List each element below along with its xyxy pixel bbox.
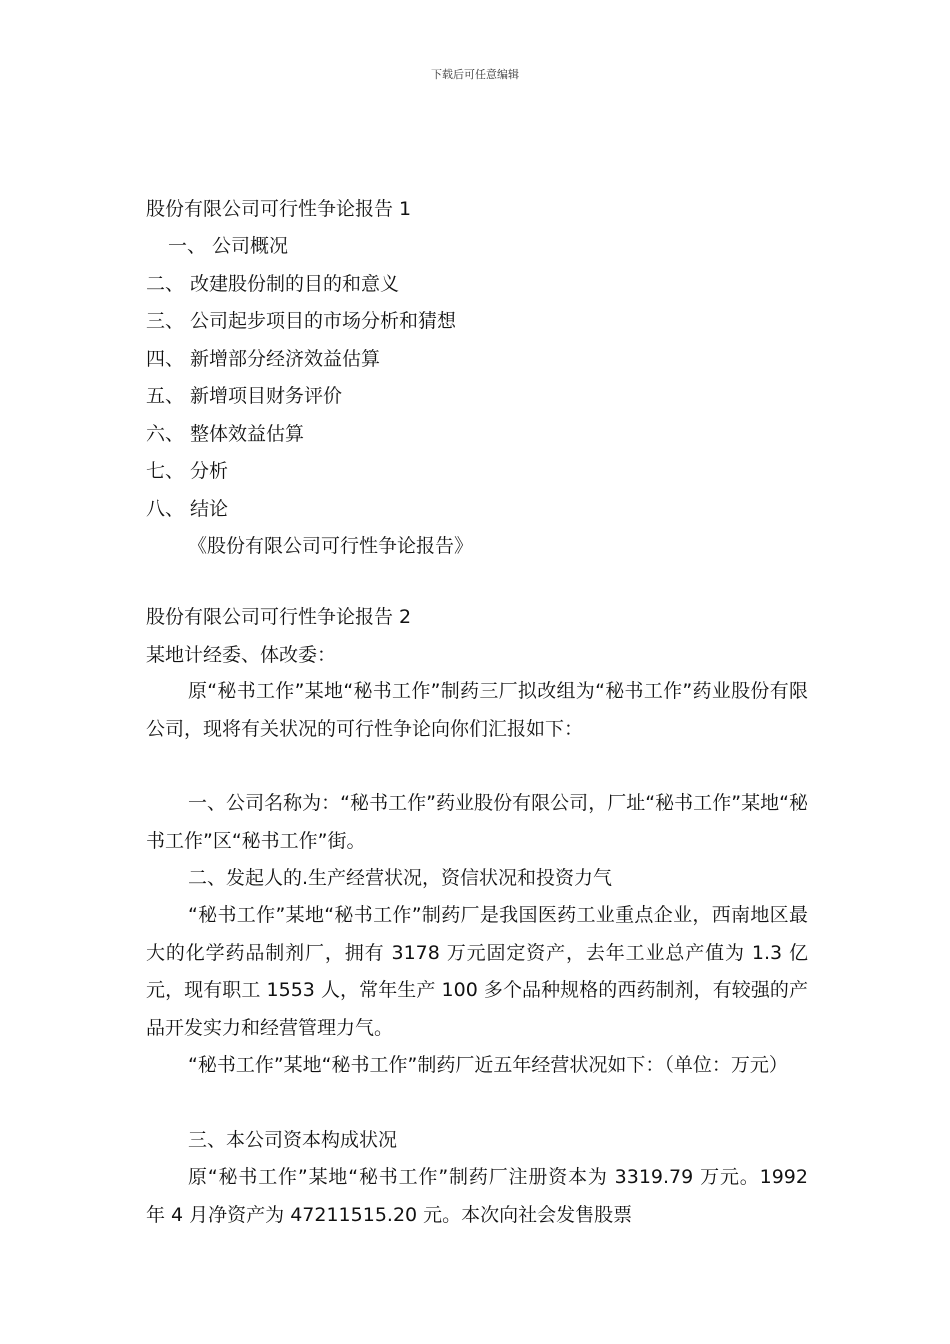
report1-title: 股份有限公司可行性争论报告 1 (146, 198, 412, 220)
paragraph-sponsor-overview: “秘书工作”某地“秘书工作”制药厂是我国医药工业重点企业，西南地区最大的化学药品制剂厂，拥有 3178 万元固定资产，去年工业总产值为 1.3 亿元，现有职工 1553 人，常年生产 100 多个品种规格的西药制剂，有较强的产品开发实力和经营管理力气。 (146, 904, 808, 1039)
section-heading-sponsor: 二、发起人的.生产经营状况，资信状况和投资力气 (188, 867, 613, 889)
toc-item-8: 八、 结论 (146, 498, 229, 520)
section-heading-capital: 三、本公司资本构成状况 (188, 1129, 398, 1151)
toc-item-6: 六、 整体效益估算 (146, 423, 305, 445)
paragraph-intro: 原“秘书工作”某地“秘书工作”制药三厂拟改组为“秘书工作”药业股份有限公司，现将有关状况的可行性争论向你们汇报如下： (146, 680, 808, 740)
toc-item-2: 二、 改建股份制的目的和意义 (146, 273, 400, 295)
paragraph-five-year-status: “秘书工作”某地“秘书工作”制药厂近五年经营状况如下：（单位：万元） (188, 1054, 788, 1076)
report2-salutation: 某地计经委、体改委： (146, 644, 337, 666)
toc-item-5: 五、 新增项目财务评价 (146, 385, 343, 407)
toc-item-4: 四、 新增部分经济效益估算 (146, 348, 381, 370)
paragraph-capital: 原“秘书工作”某地“秘书工作”制药厂注册资本为 3319.79 万元。1992 年 4 月净资产为 47211515.20 元。本次向社会发售股票 (146, 1166, 808, 1226)
toc-item-7: 七、 分析 (146, 460, 229, 482)
report1-footer-title: 《股份有限公司可行性争论报告》 (188, 535, 474, 557)
toc-item-1: 一、 公司概况 (168, 235, 289, 257)
paragraph-company-name: 一、公司名称为：“秘书工作”药业股份有限公司，厂址“秘书工作”某地“秘书工作”区“秘书工作”街。 (146, 792, 808, 852)
toc-item-3: 三、 公司起步项目的市场分析和猜想 (146, 310, 457, 332)
page-header: 下载后可任意编辑 (431, 68, 519, 81)
report2-title: 股份有限公司可行性争论报告 2 (146, 606, 412, 628)
